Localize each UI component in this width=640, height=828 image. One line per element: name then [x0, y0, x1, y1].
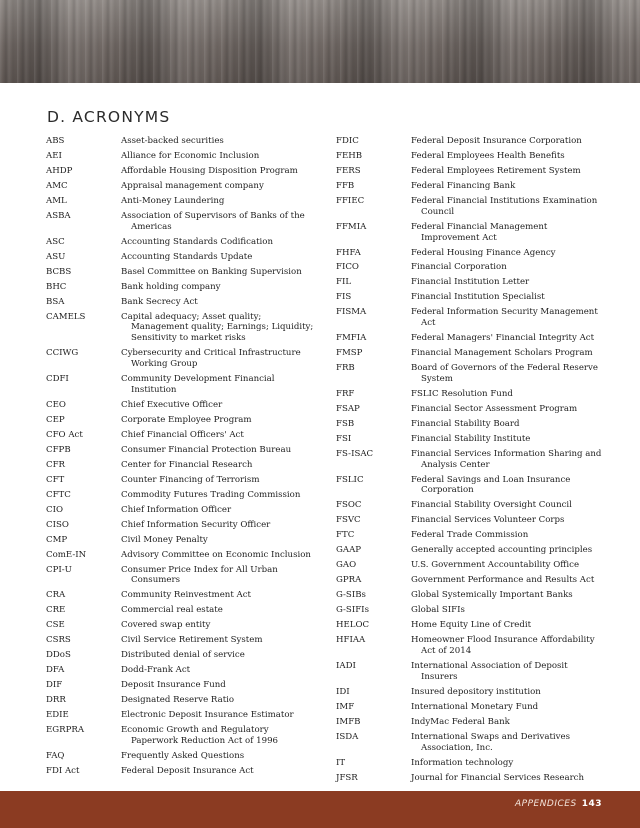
acronym-entry: [336, 363, 606, 385]
acronym-entry: [46, 605, 316, 616]
acronym-definition: Federal Deposit Insurance Act: [121, 766, 254, 776]
acronym-definition: Government Performance and Results Act: [411, 575, 595, 586]
acronym-entry: [46, 520, 316, 531]
acronym-definition: Financial Stability Oversight Council: [411, 500, 572, 511]
acronym-abbreviation: ASU: [46, 251, 66, 262]
acronym-definition: Covered swap entity: [121, 620, 211, 631]
acronym-abbreviation: CFTC: [46, 489, 71, 500]
acronym-definition: Federal Deposit Insurance Corporation: [411, 136, 582, 146]
acronym-abbreviation: CRA: [46, 590, 66, 601]
acronym-abbreviation: FHFA: [336, 247, 361, 258]
acronym-abbreviation: G-SIBs: [336, 590, 366, 601]
acronym-entry: [336, 277, 606, 288]
acronym-entry: [336, 292, 606, 303]
acronym-entry: [336, 404, 606, 415]
acronym-entry: [46, 766, 316, 777]
acronym-definition: Federal Information Security Management Act: [411, 307, 598, 329]
acronym-abbreviation: FDI Act: [46, 766, 80, 776]
acronym-abbreviation: IT: [336, 757, 346, 768]
acronym-definition: Community Development Financial Institution: [121, 373, 275, 395]
acronym-abbreviation: CFPB: [46, 444, 71, 455]
acronym-abbreviation: CFO Act: [46, 429, 83, 440]
acronym-definition: Financial Corporation: [411, 262, 507, 273]
acronym-entry: [46, 490, 316, 501]
acronym-entry: [336, 389, 606, 400]
acronym-entry: [46, 710, 316, 721]
acronym-abbreviation: DDoS: [46, 650, 71, 661]
acronym-abbreviation: FIL: [336, 277, 352, 288]
acronym-definition: Homeowner Flood Insurance Affordability Act of 2014: [411, 635, 595, 657]
acronym-entry: [336, 530, 606, 541]
acronym-definition: Federal Savings and Loan Insurance Corporation: [411, 474, 571, 496]
acronym-definition: Affordable Housing Disposition Program: [121, 165, 298, 176]
acronym-entry: [336, 605, 606, 616]
acronym-abbreviation: CFR: [46, 459, 66, 470]
acronym-abbreviation: G-SIFIs: [336, 605, 369, 616]
acronym-abbreviation: FMSP: [336, 348, 363, 359]
acronym-entry: [46, 751, 316, 762]
acronym-abbreviation: FFMIA: [336, 221, 367, 232]
acronym-entry: [46, 415, 316, 426]
acronym-entry: [336, 419, 606, 430]
acronym-entry: [336, 717, 606, 728]
acronym-definition: Appraisal management company: [121, 180, 264, 191]
acronym-entry: [46, 252, 316, 263]
acronym-entry: [336, 475, 606, 497]
acronym-abbreviation: CPI-U: [46, 564, 72, 575]
acronym-entry: [46, 635, 316, 646]
acronym-entry: [46, 665, 316, 676]
acronym-definition: Commercial real estate: [121, 605, 223, 616]
acronym-definition: Consumer Financial Protection Bureau: [121, 444, 292, 455]
acronym-definition: Association of Supervisors of Banks of the Americas: [121, 210, 305, 232]
acronym-abbreviation: FSOC: [336, 500, 362, 511]
acronym-definition: Financial Institution Specialist: [411, 292, 545, 303]
acronym-definition: Generally accepted accounting principles: [411, 545, 593, 556]
acronym-definition: Federal Trade Commission: [411, 530, 529, 541]
acronym-definition: Alliance for Economic Inclusion: [121, 150, 260, 161]
footer-text: [515, 799, 602, 809]
acronym-abbreviation: FAQ: [46, 751, 65, 762]
acronym-definition: International Monetary Fund: [411, 701, 539, 712]
acronym-abbreviation: FSB: [336, 418, 355, 429]
acronym-abbreviation: CSE: [46, 620, 65, 631]
acronym-definition: Federal Financing Bank: [411, 180, 516, 191]
acronym-entry: [336, 661, 606, 683]
acronym-definition: International Swaps and Derivatives Association, Inc.: [411, 731, 571, 753]
acronym-abbreviation: GAO: [336, 560, 357, 571]
acronym-definition: Frequently Asked Questions: [121, 751, 245, 762]
acronym-entry: [46, 267, 316, 278]
acronym-entry: [336, 560, 606, 571]
section-title: D. ACRONYMS: [47, 108, 171, 126]
acronym-definition: Board of Governors of the Federal Reserve System: [411, 363, 598, 384]
acronym-list-left: [46, 136, 316, 781]
acronym-definition: Community Reinvestment Act: [121, 590, 251, 601]
acronym-abbreviation: ComE-IN: [46, 549, 87, 560]
acronym-abbreviation: HFIAA: [336, 635, 366, 646]
acronym-entry: [46, 136, 316, 147]
acronym-entry: [336, 590, 606, 601]
acronym-abbreviation: FERS: [336, 165, 361, 176]
acronym-abbreviation: FMFIA: [336, 333, 367, 344]
acronym-definition: Anti-Money Laundering: [121, 195, 225, 206]
acronym-abbreviation: IADI: [336, 661, 356, 672]
acronym-entry: [46, 650, 316, 661]
acronym-definition: Commodity Futures Trading Commission: [121, 489, 301, 500]
acronym-abbreviation: ISDA: [336, 731, 359, 742]
acronym-entry: [336, 732, 606, 754]
acronym-entry: [46, 374, 316, 396]
acronym-definition: Home Equity Line of Credit: [411, 620, 532, 631]
acronym-definition: Distributed denial of service: [121, 650, 245, 661]
acronym-definition: Federal Employees Retirement System: [411, 165, 581, 176]
acronym-definition: Journal for Financial Services Research: [411, 772, 585, 783]
acronym-abbreviation: AEI: [46, 150, 62, 161]
acronym-entry: [46, 475, 316, 486]
acronym-abbreviation: FEHB: [336, 150, 363, 161]
acronym-abbreviation: HELOC: [336, 620, 370, 631]
acronym-abbreviation: EDIE: [46, 710, 69, 721]
acronym-entry: [336, 635, 606, 657]
acronym-abbreviation: FRF: [336, 388, 355, 399]
acronym-entry: [46, 151, 316, 162]
acronym-definition: Asset-backed securities: [121, 136, 224, 146]
acronym-definition: Dodd-Frank Act: [121, 665, 191, 676]
acronym-definition: Financial Sector Assessment Program: [411, 403, 578, 414]
acronym-abbreviation: FSAP: [336, 403, 360, 414]
acronym-definition: Federal Managers' Financial Integrity Act: [411, 333, 595, 344]
acronym-definition: Accounting Standards Codification: [121, 236, 273, 247]
acronym-abbreviation: ASC: [46, 236, 65, 247]
acronym-entry: [336, 333, 606, 344]
acronym-definition: Federal Employees Health Benefits: [411, 150, 565, 161]
acronym-definition: Chief Information Officer: [121, 504, 232, 515]
acronym-entry: [46, 211, 316, 233]
acronym-definition: FSLIC Resolution Fund: [411, 388, 513, 399]
acronym-definition: Federal Housing Finance Agency: [411, 247, 556, 258]
acronym-abbreviation: FIS: [336, 292, 352, 303]
acronym-abbreviation: FFB: [336, 180, 355, 191]
acronym-entry: [336, 307, 606, 329]
acronym-abbreviation: CAMELS: [46, 311, 86, 322]
acronym-entry: [46, 181, 316, 192]
acronym-abbreviation: CRE: [46, 605, 66, 616]
acronym-entry: [46, 430, 316, 441]
acronym-abbreviation: FS-ISAC: [336, 448, 374, 459]
acronym-entry: [46, 535, 316, 546]
acronym-entry: [336, 262, 606, 273]
acronym-abbreviation: FFIEC: [336, 195, 365, 206]
acronym-entry: [336, 136, 606, 147]
acronym-abbreviation: CCIWG: [46, 348, 79, 359]
acronym-entry: [46, 166, 316, 177]
acronym-entry: [46, 400, 316, 411]
page-number: 143: [581, 799, 602, 809]
acronym-definition: Financial Stability Board: [411, 418, 520, 429]
acronym-definition: Chief Financial Officers' Act: [121, 429, 244, 440]
acronym-abbreviation: CIO: [46, 504, 64, 515]
footer-section-label: APPENDICES: [515, 799, 577, 809]
acronym-abbreviation: CEO: [46, 399, 66, 410]
acronym-definition: Electronic Deposit Insurance Estimator: [121, 710, 294, 721]
acronym-definition: Bank Secrecy Act: [121, 296, 198, 307]
acronym-definition: Financial Services Volunteer Corps: [411, 515, 565, 526]
acronym-list-right: [336, 136, 606, 788]
acronym-entry: [46, 237, 316, 248]
acronym-abbreviation: FDIC: [336, 136, 359, 146]
acronym-definition: Accounting Standards Update: [121, 251, 253, 262]
acronym-definition: Consumer Price Index for All Urban Consumers: [121, 564, 278, 586]
acronym-abbreviation: FTC: [336, 530, 355, 541]
acronym-abbreviation: JFSR: [336, 772, 358, 783]
acronym-entry: [46, 460, 316, 471]
acronym-entry: [336, 545, 606, 556]
acronym-entry: [46, 565, 316, 587]
page-footer: [0, 791, 640, 828]
acronym-abbreviation: GAAP: [336, 545, 362, 556]
acronym-abbreviation: CFT: [46, 474, 65, 485]
acronym-definition: Global SIFIs: [411, 605, 465, 616]
acronym-definition: Financial Services Information Sharing and Analysis Center: [411, 448, 602, 470]
acronym-entry: [336, 449, 606, 471]
acronym-entry: [336, 348, 606, 359]
acronym-definition: Capital adequacy; Asset quality; Management quality; Earnings; Liquidity; Sensitivity to market risks: [121, 311, 314, 344]
acronym-entry: [336, 434, 606, 445]
acronym-abbreviation: FSVC: [336, 515, 361, 526]
acronym-definition: Basel Committee on Banking Supervision: [121, 266, 302, 277]
acronym-entry: [336, 773, 606, 784]
acronym-abbreviation: IDI: [336, 686, 350, 697]
acronym-abbreviation: CSRS: [46, 635, 71, 646]
acronym-abbreviation: FSI: [336, 433, 352, 444]
acronym-entry: [336, 620, 606, 631]
acronym-entry: [336, 248, 606, 259]
acronym-entry: [46, 680, 316, 691]
acronym-entry: [336, 687, 606, 698]
acronym-definition: International Association of Deposit Insurers: [411, 661, 568, 682]
acronym-entry: [46, 312, 316, 344]
acronym-abbreviation: FSLIC: [336, 474, 364, 485]
acronym-entry: [46, 725, 316, 747]
acronym-entry: [46, 620, 316, 631]
acronym-definition: Corporate Employee Program: [121, 414, 252, 425]
acronym-entry: [46, 695, 316, 706]
acronym-definition: Federal Financial Institutions Examination Council: [411, 195, 598, 217]
acronym-definition: Financial Institution Letter: [411, 277, 530, 288]
acronym-abbreviation: BCBS: [46, 266, 72, 277]
acronym-abbreviation: EGRPRA: [46, 725, 85, 736]
acronym-abbreviation: AMC: [46, 180, 68, 191]
acronym-definition: Center for Financial Research: [121, 459, 253, 470]
acronym-entry: [46, 590, 316, 601]
acronym-entry: [336, 196, 606, 218]
acronym-entry: [46, 297, 316, 308]
acronym-definition: Chief Information Security Officer: [121, 519, 271, 530]
acronym-definition: Economic Growth and Regulatory Paperwork Reduction Act of 1996: [121, 725, 278, 747]
acronym-definition: Cybersecurity and Critical Infrastructure Working Group: [121, 348, 301, 369]
acronym-abbreviation: GPRA: [336, 575, 362, 586]
acronym-entry: [46, 282, 316, 293]
acronym-abbreviation: BHC: [46, 281, 67, 292]
acronym-definition: IndyMac Federal Bank: [411, 716, 510, 727]
acronym-entry: [336, 500, 606, 511]
acronym-abbreviation: CEP: [46, 414, 65, 425]
acronym-entry: [46, 196, 316, 207]
acronym-entry: [46, 445, 316, 456]
acronym-definition: Federal Financial Management Improvement Act: [411, 221, 548, 243]
acronym-abbreviation: CMP: [46, 534, 68, 545]
acronym-abbreviation: AML: [46, 195, 67, 206]
acronym-abbreviation: DIF: [46, 680, 63, 691]
acronym-entry: [336, 222, 606, 244]
acronym-abbreviation: ASBA: [46, 210, 71, 221]
acronym-entry: [46, 348, 316, 370]
acronym-definition: Counter Financing of Terrorism: [121, 474, 260, 485]
acronym-abbreviation: CDFI: [46, 373, 69, 384]
acronym-abbreviation: BSA: [46, 296, 65, 307]
acronym-abbreviation: IMF: [336, 701, 355, 712]
acronym-abbreviation: IMFB: [336, 716, 361, 727]
acronym-definition: Civil Money Penalty: [121, 534, 208, 545]
acronym-definition: U.S. Government Accountability Office: [411, 560, 580, 571]
acronym-abbreviation: ABS: [46, 136, 65, 146]
acronym-definition: Designated Reserve Ratio: [121, 695, 235, 706]
acronym-definition: Global Systemically Important Banks: [411, 590, 573, 601]
acronym-entry: [336, 166, 606, 177]
acronym-entry: [336, 515, 606, 526]
acronym-definition: Chief Executive Officer: [121, 399, 223, 410]
acronym-abbreviation: FICO: [336, 262, 359, 273]
acronym-entry: [336, 151, 606, 162]
acronym-abbreviation: DFA: [46, 665, 65, 676]
acronym-definition: Advisory Committee on Economic Inclusion: [121, 549, 311, 560]
acronym-abbreviation: FISMA: [336, 307, 367, 318]
acronym-definition: Information technology: [411, 757, 514, 768]
acronym-definition: Deposit Insurance Fund: [121, 680, 226, 691]
header-banner-image: [0, 0, 640, 83]
acronym-definition: Financial Stability Institute: [411, 433, 531, 444]
acronym-entry: [336, 575, 606, 586]
acronym-abbreviation: CISO: [46, 519, 69, 530]
acronym-entry: [46, 550, 316, 561]
acronym-abbreviation: DRR: [46, 695, 66, 706]
acronym-entry: [336, 702, 606, 713]
acronym-definition: Financial Management Scholars Program: [411, 348, 593, 359]
acronym-entry: [46, 505, 316, 516]
acronym-definition: Civil Service Retirement System: [121, 635, 263, 646]
acronym-entry: [336, 758, 606, 769]
acronym-entry: [336, 181, 606, 192]
acronym-abbreviation: AHDP: [46, 165, 73, 176]
acronym-abbreviation: FRB: [336, 363, 355, 374]
acronym-definition: Bank holding company: [121, 281, 221, 292]
acronym-definition: Insured depository institution: [411, 686, 541, 697]
